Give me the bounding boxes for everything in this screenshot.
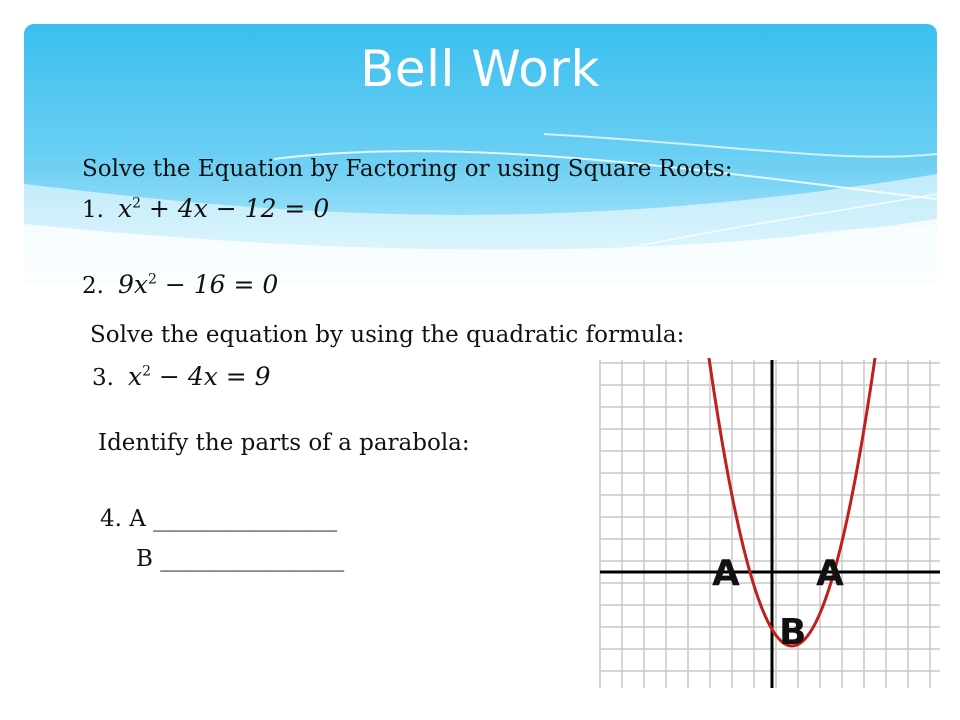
problem-1-var: x xyxy=(117,194,133,223)
problem-2-number: 2. xyxy=(82,273,104,299)
instruction-parabola: Identify the parts of a parabola: xyxy=(98,430,470,456)
instruction-quadratic: Solve the equation by using the quadratic formula: xyxy=(90,322,685,348)
problem-3-number: 3. xyxy=(92,365,114,391)
problem-3-var: x xyxy=(127,362,143,391)
problem-3-rest: − 4x = 9 xyxy=(150,362,271,391)
problem-3-exponent: 2 xyxy=(142,363,151,380)
problem-3-equation xyxy=(128,362,271,391)
problem-1-number: 1. xyxy=(82,197,104,223)
problem-1-equation xyxy=(118,194,329,223)
parabola-curve xyxy=(706,358,910,646)
parabola-graph xyxy=(596,358,944,694)
problem-4b: B ________________ xyxy=(136,546,345,572)
problem-4a: 4. A ________________ xyxy=(100,506,338,532)
graph-grid xyxy=(600,360,940,688)
label-a-left: A xyxy=(712,553,740,594)
problem-1-rest: + 4x − 12 = 0 xyxy=(140,194,330,223)
problem-1 xyxy=(82,194,329,223)
problem-2 xyxy=(82,270,278,299)
problem-2-exponent: 2 xyxy=(147,271,157,288)
problem-2-lhs: 9x xyxy=(117,270,148,299)
label-b-vertex: B xyxy=(779,612,807,653)
slide-title: Bell Work xyxy=(360,40,600,98)
problem-2-equation xyxy=(118,270,278,299)
problem-1-exponent: 2 xyxy=(132,195,141,212)
problem-3 xyxy=(92,362,271,391)
problem-2-rest: − 16 = 0 xyxy=(156,270,279,299)
instruction-factoring: Solve the Equation by Factoring or using Square Roots: xyxy=(82,156,733,182)
label-a-right: A xyxy=(816,553,844,594)
